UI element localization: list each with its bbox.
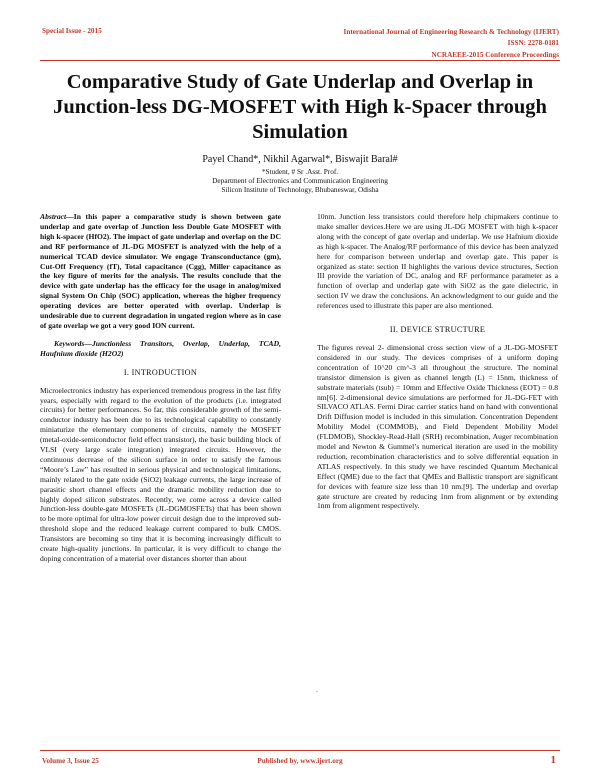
author-list: Payel Chand*, Nikhil Agarwal*, Biswajit Baral# [202, 154, 398, 165]
footer-divider [40, 750, 560, 751]
paper-title: Comparative Study of Gate Underlap and Overlap in Junction-less DG-MOSFET with High k-Spacer through Simulation [53, 71, 547, 143]
abstract-lead: Abstract— [40, 212, 74, 221]
header-journal-block [344, 27, 559, 61]
right-column [317, 212, 558, 511]
device-structure-body: The figures reveal 2- dimensional cross section view of a JL-DG-MOSFET considered in our study. The devices comprises of a uniform doping concentration of 10^20 cm^-3 all throughout the structure. The nominal transistor dimension is given as channel length (L) = 15nm, thickness of substrate materials (tsub) = 10mm and Effective Oxide Thickness (EOT) = 0.8 nm[6]. 2-dimensional device simulations are performed for JL-DG-FET with SILVACO ATLAS. Fermi Dirac carrier statics hand on hand with conventional Drift Diffusion model is included in this simulation. Concentration Dependent Mobility Model (COMMOB), and Field Dependent Mobility Model (FLDMOB), Shockley-Read-Hall (SRH) recombination, Auger recombination model and Newton & Gummel’s numerical iteration are used in the mobility reduction, recombination characteristics and to solve differential equation in ATLAS respectively. In this study we have rescinded Quantum Mechanical Effect (QME) due to the fact that QMEs and Ballistic transport are significant for devices with feature size less than 10 nm.[9]. The underlap and overlap gate structure are created by reducing 1nm from alignment or by extending 1nm from alignment respectively. [317, 342, 558, 511]
institute: Silicon Institute of Technology, Bhubaneswar, Odisha [221, 185, 379, 195]
footer-publisher: Published by, www.ijert.org [257, 757, 343, 765]
keywords: Keywords—Junctionless Transitors, Overlap, Underlap, TCAD, Haufnium dioxide (H2O2) [40, 338, 281, 358]
header-issn: ISSN: 2278-0181 [507, 39, 559, 48]
affiliation-block [40, 167, 560, 195]
header-divider [40, 60, 560, 61]
author-roles: *Student, # Sr .Asst. Prof. [261, 167, 339, 176]
left-column [40, 212, 281, 564]
page-number: 1 [550, 754, 556, 766]
introduction-body: Microelectronics industry has experienced tremendous progress in the last fifty years, especially with regard to the evolution of the products (i.e. integrated circuits) for better performances. So far, this considerable growth of the semi-conductor industry has been due to its technological capability to constantly miniaturize the elementary components of circuits, namely the MOSFET (metal-oxide-semiconductor field effect transistor), the basic building block of VLSI (very large scale integration) integrated circuits. However, the continuous decrease of the silicon surface in order to satisfy the famous “Moore’s Law” has resulted in serious physical and technological limitations, mainly related to the gate oxide (SiO2) leakage currents, the large increase of parasitic short channel effects and the dramatic mobility reduction due to highly doped silicon substrates. Recently, we come across a device called Junction-less double-gate MOSFETs (JL-DGMOSFETs) that has been shown to be more optimal for ultra-low power circuit design due to the improved sub-threshold slope and the reduced leakage current compared to bulk CMOS. Transistors are becoming so tiny that it is becoming increasingly difficult to create high-quality junctions. In particular, it is very difficult to change the doping concentration of a material over distances shorter than about [40, 385, 281, 563]
abstract-text: In this paper a comparative study is shown between gate underlap and gate overlap of Junction less Double Gate MOSFET with high k-spacer (HfO2). The impact of gate underlap and overlap on the DC and RF performance of JL-DG MOSFET is analyzed with the help of a numerical TCAD device simulator. We engage Transconductance (gm), Cut-Off Frequency (fT), Total capacitance (Cgg), Miller capacitance as the key figure of merits for the analysis. The results conclude that the device with gate underlap has the efficacy for the usage in analog/mixed signal System On Chip (SOC) application, whereas the higher frequency operating devices are better operated with overlap. Underlap is undesirable due to current degradation in ungated region where as in case of gate overlap we got a very good ION current. [40, 212, 281, 330]
abstract [40, 212, 281, 331]
trailing-mark: . [316, 686, 318, 694]
header-proceedings: NCRAEEE-2015 Conference Proceedings [431, 50, 559, 59]
department: Department of Electronics and Communication Engineering [212, 176, 388, 186]
section-heading-device-structure: II. DEVICE STRUCTURE [389, 325, 486, 335]
introduction-continued: 10nm. Junction less transistors could therefore help chipmakers continue to make smaller devices.Here we are using JL-DG MOSFET with high k-spacer along with the concept of gate overlap and underlap. We use Hafnium dioxide as high k-spacer. The Analog/RF performance of this device has been analyzed here for comparison between underlap and overlap gate. This paper is organized as state: section II highlights the various device structures, Section III provide the variation of DC, analog and RF performance parameter as a function of overlap and underlap gate with SiO2 as the gate dielectric, in section IV we draw the conclusions. An acknowledgment to our guide and the references used to illustrate this paper are also mentioned. [317, 212, 558, 311]
section-heading-introduction: I. INTRODUCTION [123, 367, 198, 377]
header-issue: Special Issue - 2015 [42, 27, 102, 35]
footer-volume: Volume 3, Issue 25 [42, 757, 99, 765]
header-journal-name: International Journal of Engineering Research & Technology (IJERT) [343, 28, 559, 36]
